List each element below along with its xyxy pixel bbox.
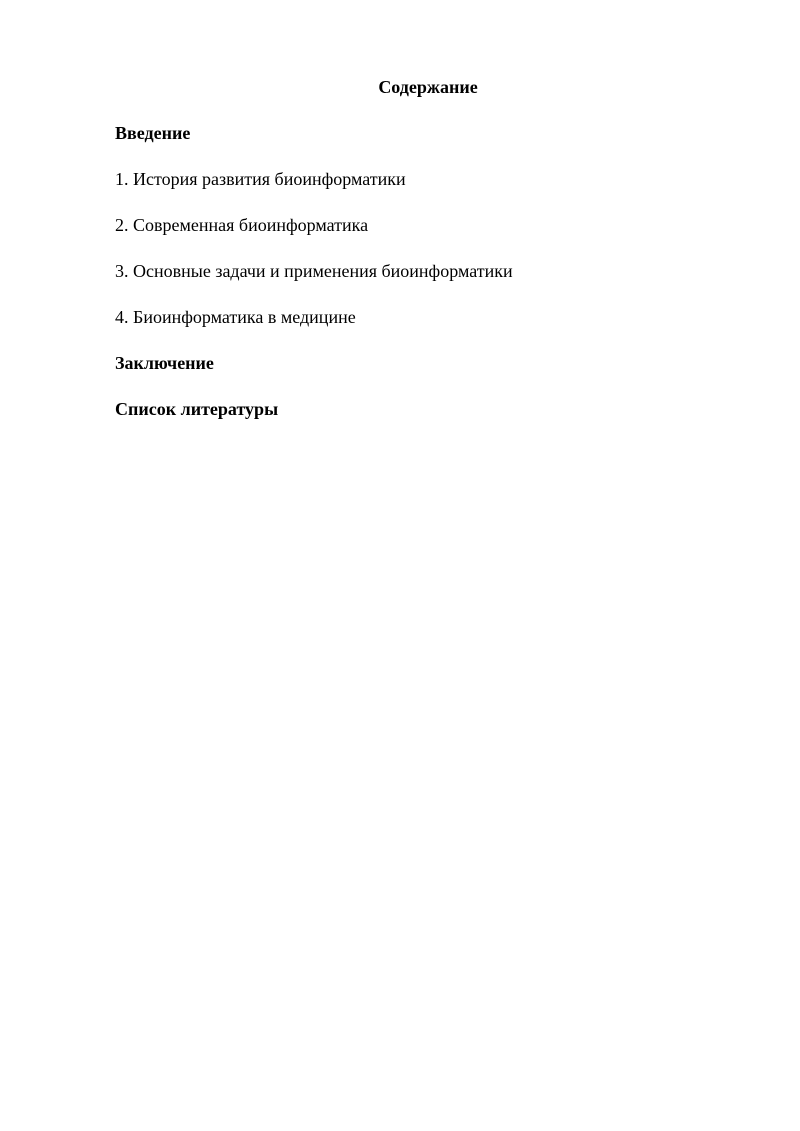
toc-entry-references: Список литературы	[115, 399, 279, 419]
toc-entry-chapter-2: 2. Современная биоинформатика	[115, 215, 369, 235]
page-title: Содержание	[378, 77, 478, 97]
toc-entry-chapter-4: 4. Биоинформатика в медицине	[115, 307, 356, 327]
table-of-contents	[115, 122, 513, 444]
toc-entry-chapter-3: 3. Основные задачи и применения биоинформатики	[115, 261, 513, 281]
toc-entry-conclusion: Заключение	[115, 353, 214, 373]
toc-entry-chapter-1: 1. История развития биоинформатики	[115, 169, 406, 189]
toc-entry-introduction: Введение	[115, 123, 191, 143]
